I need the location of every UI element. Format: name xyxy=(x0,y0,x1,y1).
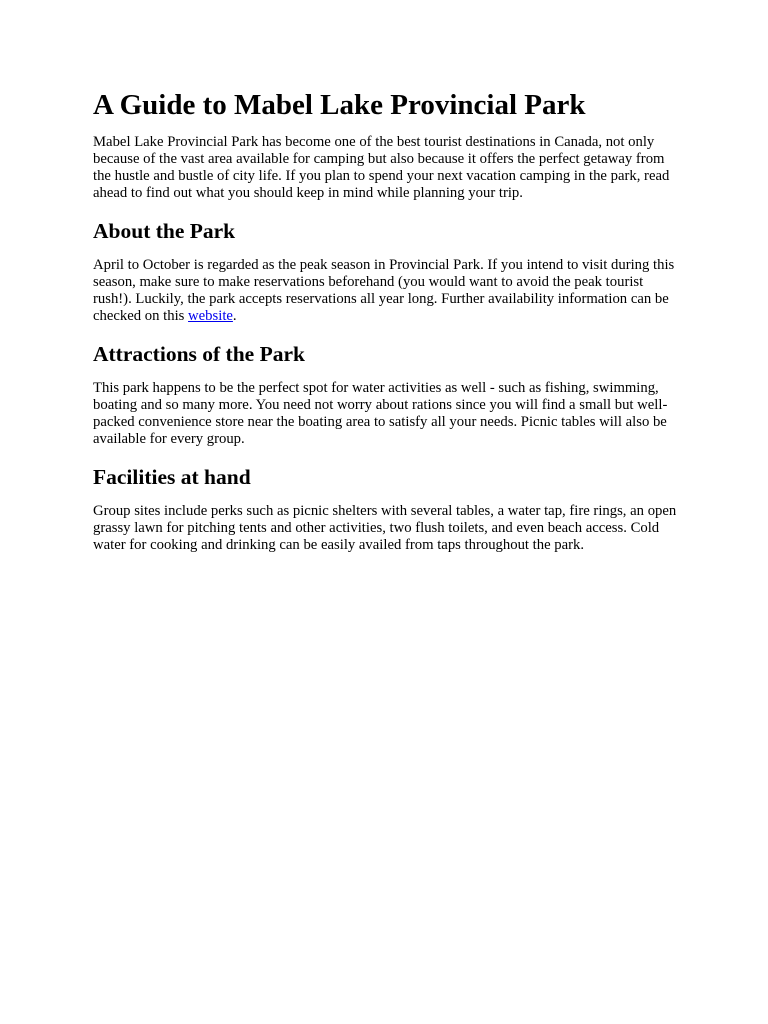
section-heading-about: About the Park xyxy=(93,219,236,243)
document-page xyxy=(93,86,683,569)
about-text-after-link: . xyxy=(232,308,237,324)
document-title: A Guide to Mabel Lake Provincial Park xyxy=(93,89,586,121)
intro-paragraph: Mabel Lake Provincial Park has become one of the best tourist destinations in Canada, not only because of the vast area available for camping but also because it offers the perfect getaway from the hustle and bustle of city life. If you plan to spend your next vacation camping in the park, read ahead to find out what you should keep in mind while planning your trip. xyxy=(93,134,670,201)
facilities-paragraph: Group sites include perks such as picnic shelters with several tables, a water tap, fire rings, an open grassy lawn for pitching tents and other activities, two flush toilets, and even beach access. Cold water for cooking and drinking can be easily availed from taps throughout the park. xyxy=(93,503,677,553)
attractions-paragraph: This park happens to be the perfect spot for water activities as well - such as fishing, swimming, boating and so many more. You need not worry about rations since you will find a small but well-packed convenience store near the boating area to satisfy all your needs. Picnic tables will also be available for every group. xyxy=(93,380,668,447)
website-link[interactable]: website xyxy=(188,308,233,324)
about-paragraph xyxy=(93,257,683,325)
section-heading-attractions: Attractions of the Park xyxy=(93,342,305,366)
section-heading-facilities: Facilities at hand xyxy=(93,465,251,489)
about-text-before-link: April to October is regarded as the peak season in Provincial Park. If you intend to visit during this season, make sure to make reservations beforehand (you would want to avoid the peak tourist rush!). Luckily, the park accepts reservations all year long. Further availability information can be checked on this xyxy=(93,257,675,324)
